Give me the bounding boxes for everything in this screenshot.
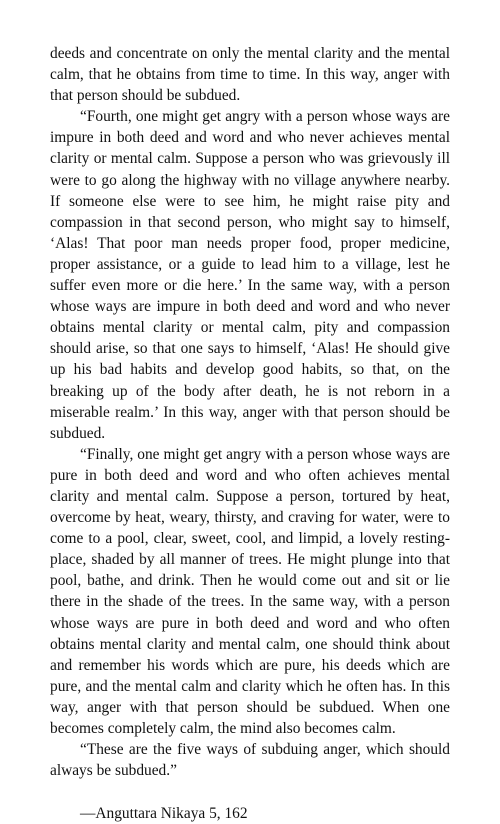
paragraph-fifth-way: “Finally, one might get angry with a person whose ways are pure in both deed and word and who often achieves mental clarity and mental calm. Suppose a person, tortured by heat, overcome by heat, weary, thirsty, and craving for water, were to come to a pool, clear, sweet, cool, and limpid, a lovely resting-place, shaded by all manner of trees. He might plunge into that pool, bathe, and drink. Then he would come out and sit or lie there in the shade of the trees. In the same way, with a person whose ways are pure in both deed and word and who often obtains mental clarity and mental calm, one should think about and remember his words which are pure, his deeds which are pure, and the mental calm and clarity which he often has. In this way, anger with that person should be subdued. When one becomes completely calm, the mind also becomes calm. [50, 445, 450, 737]
paragraph-summary: “These are the five ways of subduing anger, which should always be subdued.” [50, 741, 450, 780]
source-attribution: —Anguttara Nikaya 5, 162 [80, 805, 248, 823]
paragraph-continuation: deeds and concentrate on only the mental clarity and the mental calm, that he obtains from time to time. In this way, anger with that person should be subdued. [50, 45, 450, 105]
paragraph-fourth-way: “Fourth, one might get angry with a person whose ways are impure in both deed and word and who never achieves mental clarity or mental calm. Suppose a person who was grievously ill were to go along the highway with no village anywhere nearby. If someone else were to see him, he might raise pity and compassion in that second person, who might say to himself, ‘Alas! That poor man needs proper food, proper medicine, proper assistance, or a guide to lead him to a village, lest he suffer even more or die here.’ In the same way, with a person whose ways are impure in both deed and word and who never obtains mental clarity or mental calm, pity and compassion should arise, so that one says to himself, ‘Alas! He should give up his bad habits and develop good habits, so that, on the breaking up of the body after death, he is not reborn in a miserable realm.’ In this way, anger with that person should be subdued. [50, 108, 450, 442]
page-body [50, 43, 450, 824]
